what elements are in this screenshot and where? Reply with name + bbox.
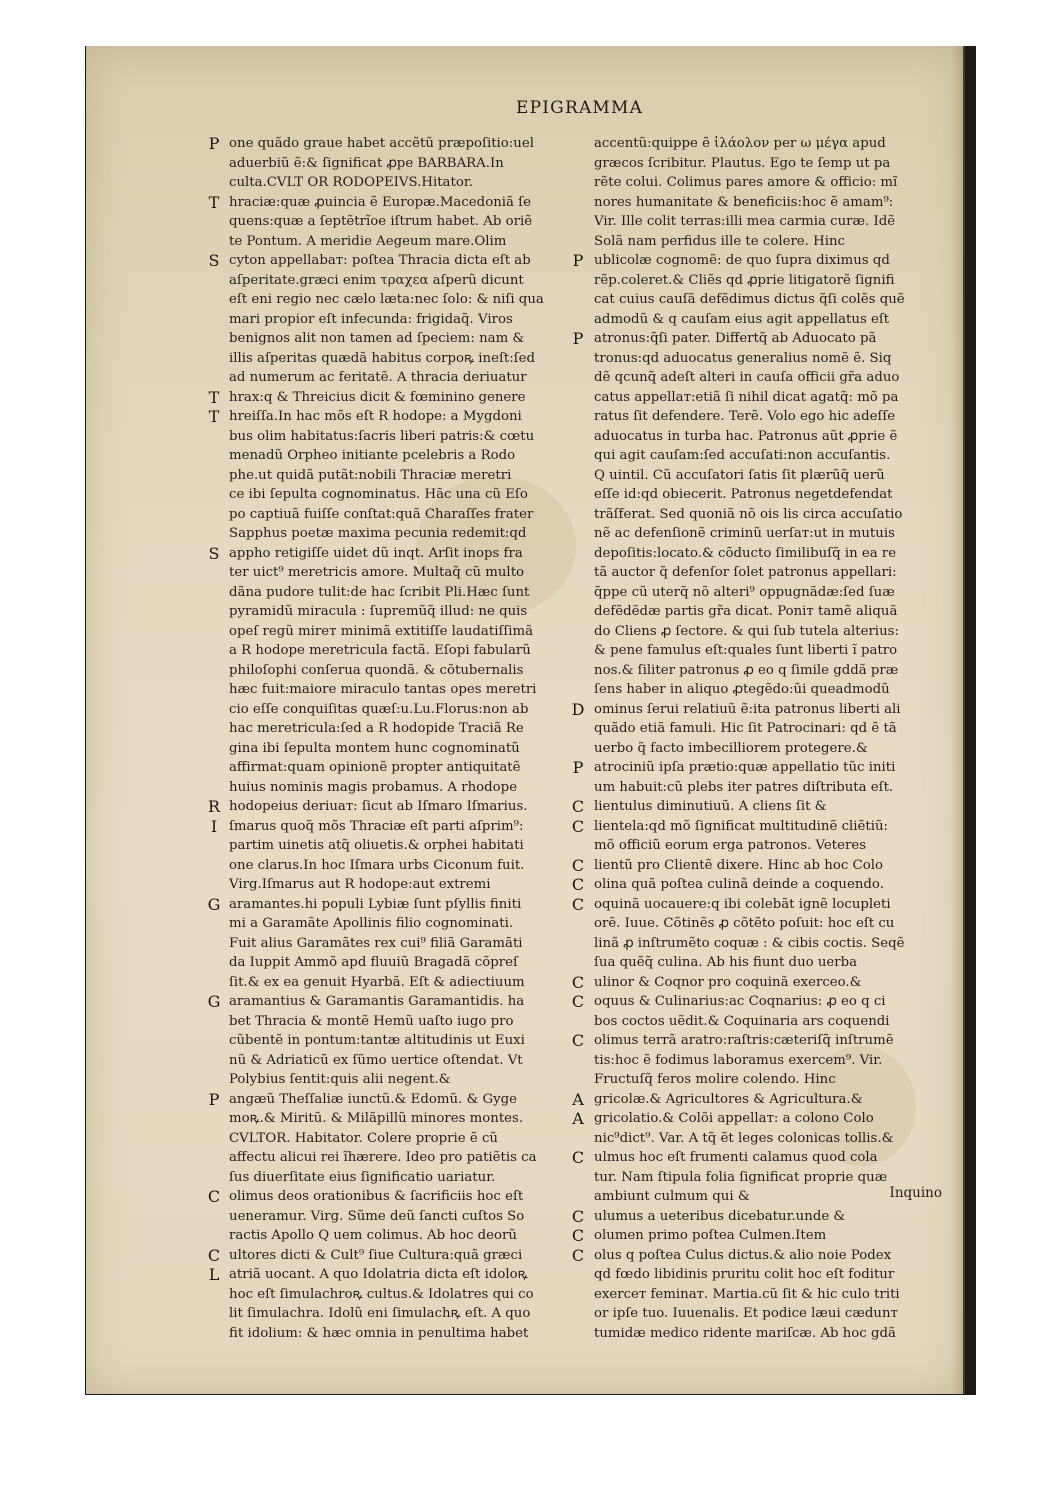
text-line	[594, 134, 946, 154]
text-line	[594, 1304, 946, 1324]
guide-letter: T	[208, 387, 220, 407]
line-text: hæc fuit:maiore miraculo tantas opes meretri	[229, 682, 537, 697]
text-line	[571, 855, 946, 876]
line-text: ultores dicti & Cult⁹ ſiue Cultura:quã græci	[229, 1247, 523, 1263]
text-line	[594, 1070, 946, 1090]
line-text: dẽ qcunq̃ adeſt alteri in cauſa officii gr̃a aduo	[594, 370, 900, 385]
line-text: te Pontum. A meridie Aegeum mare.Olim	[229, 233, 507, 249]
text-line	[594, 427, 946, 447]
line-text: uerbo q̃ facto imbecilliorem protegere.&	[594, 740, 868, 756]
line-text: ſmarus quoq̃ mõs Thraciæ eſt parti aſprim⁹:	[229, 818, 524, 834]
text-line	[208, 251, 574, 271]
line-text: eſt eni regio nec cælo læta:nec ſolo: & niſi qua	[229, 292, 544, 307]
text-line	[229, 680, 574, 700]
guide-letter: S	[208, 251, 220, 270]
line-text: Q uintil. Cũ accuſatori ſatis ſit plærũq̃ uerũ	[594, 467, 885, 483]
text-line	[571, 1226, 946, 1246]
text-line	[594, 914, 946, 934]
text-line	[594, 290, 946, 310]
guide-letter: T	[208, 407, 220, 426]
text-line	[594, 778, 946, 798]
text-line	[594, 485, 946, 505]
line-text: ambiunt culmum qui &	[594, 1189, 750, 1204]
text-line	[229, 1304, 574, 1324]
text-line	[594, 349, 946, 369]
line-text: cũbentẽ in pontum:tantæ altitudinis ut Euxi	[229, 1033, 525, 1048]
text-line	[229, 1148, 574, 1168]
text-line	[594, 368, 946, 388]
text-line	[229, 446, 574, 466]
line-text: ad numerum ac feritatẽ. A thracia deriuatur	[229, 370, 527, 385]
guide-letter: T	[208, 192, 220, 212]
line-text: ublicolæ cognomẽ: de quo ſupra diximus qd	[594, 253, 890, 268]
line-text: partim uinetis atq̃ oliuetis.& orphei habitati	[229, 838, 524, 853]
text-line	[229, 329, 574, 349]
line-text: gricolatio.& Colõi appellaт: a colono Colo	[594, 1111, 874, 1126]
line-text: affirmat:quam opinionẽ propter antiquitatẽ	[229, 760, 521, 775]
guide-letter: C	[571, 875, 585, 894]
text-line	[229, 1031, 574, 1051]
line-text: lit ſimulachra. Idolũ eni ſimulachꝶ eſt. A quo	[229, 1306, 531, 1321]
line-text: oquinã uocauere:q ibi colebãt ignẽ locupleti	[594, 896, 891, 912]
line-text: Fructuſq̃ feros molire colendo. Hinc	[594, 1072, 836, 1087]
line-text: rẽte colui. Colimus pares amore & officio: mĩ	[594, 175, 898, 190]
line-text: aduocatus in turba hac. Patronus aũt ꝓprie ẽ	[594, 428, 898, 444]
text-line	[594, 193, 946, 213]
line-text: aramantius & Garamantis Garamantidis. ha	[229, 994, 525, 1009]
text-line	[571, 1206, 946, 1227]
text-line	[594, 602, 946, 622]
text-line	[229, 700, 574, 720]
text-line	[571, 894, 946, 915]
guide-letter: C	[207, 1245, 221, 1265]
guide-letter: I	[210, 816, 218, 836]
text-line	[571, 1148, 946, 1168]
line-text: catus appellaт:etiã ſi nihil dicat agatq̃: mõ pa	[594, 389, 899, 405]
text-line	[229, 271, 574, 291]
line-text: linã ꝓ inſtrumẽto coquæ : & cibis coctis. Seqẽ	[594, 935, 905, 951]
text-line	[229, 758, 574, 778]
text-line	[229, 719, 574, 739]
text-line	[594, 1051, 946, 1071]
line-text: a R hodope meretricula factã. Eſopi fabularũ	[229, 643, 531, 658]
line-text: benignos alit non tamen ad ſpeciem: nam &	[229, 331, 525, 346]
line-text: trãſferat. Sed quoniã nõ ois lis circa accuſatio	[594, 506, 903, 522]
line-text: Vir. Ille colit terras:illi mea carmia curæ. Idẽ	[594, 214, 896, 229]
guide-letter: P	[572, 251, 584, 270]
line-text: quãdo etiã famuli. Hic ſit Patrocinari: qd ẽ tã	[594, 721, 897, 736]
line-text: admodũ & q cauſam eius agit appellatus eſt	[594, 311, 890, 327]
text-line	[229, 641, 574, 661]
text-line	[594, 388, 946, 408]
text-line	[208, 1089, 574, 1110]
text-line	[594, 1129, 946, 1149]
line-text: ſus diuerſitate eius ſignificatio uariatur.	[229, 1169, 496, 1185]
text-line	[229, 856, 574, 876]
guide-letter: A	[572, 1089, 584, 1109]
text-line	[594, 212, 946, 232]
text-line	[229, 524, 574, 544]
line-text: cat cuius cauſã defẽdimus dictus q̃ſi colẽs quẽ	[594, 292, 905, 307]
line-text: tur. Nam ſtipula folia ſignificat proprie quæ	[594, 1169, 888, 1185]
text-line	[571, 816, 946, 837]
line-text: cio eſſe conquiſitas quæſ:u.Lu.Florus:non ab	[229, 701, 529, 717]
text-line	[229, 427, 574, 447]
line-text: lientela:qd mõ ſignificat multitudinẽ cliẽtiũ:	[594, 818, 889, 834]
line-text: ulinor & Coqnor pro coquinã exerceo.&	[594, 974, 862, 990]
running-head: EPIGRAMMA	[516, 98, 644, 118]
line-text: accentũ:quippe ẽ ἰλάολον per ω μέγα apud	[594, 136, 886, 151]
line-text: ce ibi ſepulta cognominatus. Hãc una cũ Eſo	[229, 487, 528, 502]
line-text: rẽp.coleret.& Cliẽs qd ꝓprie litigatorẽ ſignifi	[594, 272, 895, 288]
guide-letter: C	[571, 1245, 585, 1265]
line-text: one clarus.In hoc Iſmara urbs Ciconum fuit.	[229, 857, 525, 873]
line-text: nos.& ſiliter patronus ꝓ eo q ſimile gddã præ	[594, 662, 899, 678]
text-line	[594, 934, 946, 954]
text-line	[229, 875, 574, 895]
line-text: nũ & Adriaticũ ex ſũmo uertice oſtendat. Vt	[229, 1052, 523, 1068]
text-line	[229, 1168, 574, 1188]
line-text: illis aſperitas quædã habitus corpoꝶ ineſt:ſed	[229, 350, 535, 366]
line-text: quens:quæ a ſeptẽtrĩoe iſtrum habet. Ab oriẽ	[229, 214, 533, 229]
text-line	[594, 583, 946, 603]
line-text: tã auctor q̃ defenſor ſolet patronus appellari:	[594, 565, 897, 580]
text-line	[594, 544, 946, 564]
text-line	[594, 466, 946, 486]
guide-letter: C	[571, 855, 585, 875]
line-text: tumidæ medico ridente mariſcæ. Ab hoc gdã	[594, 1325, 896, 1341]
text-line	[208, 543, 574, 564]
text-line	[594, 524, 946, 544]
line-text: ſua quẽq̃ culina. Ab his fiunt duo uerba	[594, 955, 858, 970]
text-line	[210, 816, 574, 837]
text-line	[594, 310, 946, 330]
line-text: græcos ſcribitur. Plautus. Ego te ſemp ut pa	[594, 155, 891, 171]
guide-letter: P	[572, 329, 584, 348]
line-text: atronus:q̃ſi pater. Differtq̃ ab Aduocato pã	[594, 331, 877, 346]
line-text: Sapphus poetæ maxima pecunia redemit:qd	[229, 526, 527, 541]
text-line	[229, 1012, 574, 1032]
line-text: hac meretricula:ſed a R hodopide Traciã Re	[229, 721, 524, 736]
text-line	[229, 1129, 574, 1149]
line-text: ratus ſit defendere. Terẽ. Volo ego hic adeſſe	[594, 409, 896, 424]
text-line	[229, 934, 574, 954]
left-text-column	[207, 134, 574, 1343]
line-text: um habuit:cũ plebs iter patres diſtributa eſt.	[594, 779, 894, 795]
line-text: ter uict⁹ meretricis amore. Multaq̃ cũ multo	[229, 565, 525, 580]
text-line	[207, 797, 574, 817]
text-line	[594, 719, 946, 739]
line-text: ueneramur. Virg. Sũme deũ ſancti cuſtos So	[229, 1208, 525, 1224]
line-text: da Iuppit Ammõ apd fluuiũ Bragadã cõpreſ	[229, 955, 518, 970]
guide-letter: P	[572, 758, 584, 777]
line-text: or ipſe tuo. Iuuenalis. Et podice læui cædunт	[594, 1306, 898, 1321]
guide-letter: L	[208, 1265, 220, 1284]
text-line	[229, 602, 574, 622]
line-text: angæũ Theſſaliæ iunctũ.& Edomũ. & Gyge	[229, 1091, 518, 1107]
text-line	[594, 1285, 946, 1305]
guide-letter: C	[571, 797, 585, 816]
line-text: hraciæ:quæ ꝓuincia ẽ Europæ.Macedoniã ſe	[229, 194, 531, 210]
line-text: nẽ ac defenſionẽ criminũ uerſaт:ut in mutuis	[594, 526, 895, 541]
line-text: aſperitate.græci enim τραχεα aſperũ dicunt	[229, 272, 524, 288]
text-line	[572, 1089, 946, 1110]
line-text: ulmus hoc eſt frumenti calamus quod cola	[594, 1150, 878, 1165]
text-line	[208, 1265, 574, 1285]
guide-letter: C	[571, 1148, 585, 1167]
line-text: po captiuã fuiſſe conſtat:quã Charaſſes frater	[229, 506, 534, 522]
text-line	[229, 349, 574, 369]
text-line	[229, 368, 574, 388]
line-text: olus q poſtea Culus dictus.& alio noie Podex	[594, 1247, 892, 1263]
guide-letter: P	[208, 1089, 220, 1109]
line-text: mari propior eſt infecunda: frigidaq̃. Viros	[229, 311, 513, 327]
line-text: ſit.& ex ea genuit Hyarbã. Eſt & adiectiuum	[229, 974, 525, 990]
text-line	[594, 836, 946, 856]
text-line	[594, 641, 946, 661]
line-text: menadũ Orpheo initiante pcelebris a Rodo	[229, 448, 516, 463]
text-line	[229, 1324, 574, 1344]
line-text: gricolæ.& Agricultores & Agricultura.&	[594, 1091, 863, 1107]
guide-letter: C	[571, 1206, 585, 1226]
text-line	[594, 661, 946, 681]
text-line	[594, 1324, 946, 1344]
text-line	[594, 563, 946, 583]
text-line	[229, 485, 574, 505]
line-text: appho retigiſſe uidet dũ inqt. Arſit inops fra	[229, 545, 523, 561]
text-line	[571, 1031, 946, 1051]
text-line	[229, 1226, 574, 1246]
text-line	[571, 972, 946, 993]
guide-letter: G	[207, 992, 221, 1011]
line-text: philoſophi conſerua quondã. & cõtubernalis	[229, 662, 524, 678]
text-line	[229, 212, 574, 232]
guide-letter: C	[207, 1187, 221, 1206]
text-line	[207, 1187, 574, 1207]
line-text: bos coctos uẽdit.& Coquinaria ars coquendi	[594, 1013, 890, 1029]
text-line	[594, 505, 946, 525]
text-line	[571, 875, 946, 895]
text-line	[229, 154, 574, 174]
line-text: depoſitis:locato.& cõducto ſimilibuſq̃ in ea re	[594, 545, 897, 561]
line-text: eſſe id:qd obiecerit. Patronus negetdefendat	[594, 487, 893, 502]
line-text: ractis Apollo Q uem colimus. Ab hoc deorũ	[229, 1228, 517, 1243]
line-text: olina quã poſtea culinã deinde a coquendo.	[594, 877, 884, 892]
line-text: cyton appellabaт: poſtea Thracia dicta eſt ab	[229, 253, 531, 268]
text-line	[594, 271, 946, 291]
line-text: qd fœdo libidinis pruritu colit hoc eſt foditur	[594, 1267, 895, 1282]
text-line	[229, 563, 574, 583]
line-text: do Cliens ꝓ ſectore. & qui ſub tutela alterius:	[594, 623, 899, 639]
guide-letter: S	[208, 543, 220, 563]
text-line	[594, 953, 946, 973]
text-line	[229, 232, 574, 252]
line-text: mi a Garamãte Apollinis filio cognominati.	[229, 916, 514, 931]
line-text: olimus terrã aratro:raſtris:cæteriſq̃ inſtrumẽ	[594, 1033, 894, 1048]
text-line	[229, 739, 574, 759]
line-text: ſens haber in aliquo ꝓtegẽdo:ũi queadmodũ	[594, 682, 890, 697]
line-text: atriã uocant. A quo Idolatria dicta eſt idoloꝶ	[229, 1267, 528, 1282]
line-text: Polybius ſentit:quis alii negent.&	[229, 1072, 451, 1087]
line-text: bus olim habitatus:ſacris liberi patris:& cœtu	[229, 428, 535, 444]
text-line	[229, 505, 574, 525]
line-text: mõ officiũ eorum erga patronos. Veteres	[594, 838, 867, 853]
line-text: nores humanitate & beneficiis:hoc ẽ amam⁹:	[594, 194, 894, 210]
text-line	[594, 173, 946, 193]
guide-letter: C	[571, 972, 585, 992]
text-line	[572, 1109, 946, 1129]
guide-letter: A	[572, 1109, 584, 1128]
line-text: defẽdẽdæ partis gr̃a dicat. Poniт tamẽ aliquã	[594, 604, 898, 619]
line-text: lientulus diminutiuũ. A cliens ſit &	[594, 799, 827, 814]
line-text: orẽ. Iuue. Cõtinẽs ꝓ cõtẽto poſuit: hoc eſt cu	[594, 916, 895, 931]
text-line	[208, 134, 574, 154]
line-text: Virg.Iſmarus aut R hodope:aut extremi	[229, 877, 491, 892]
line-text: pyramidũ miracula : ſupremũq̃ illud: ne quis	[229, 604, 528, 619]
page-edge-shadow	[951, 46, 965, 1394]
line-text: exerceт feminaт. Martia.cũ ſit & hic culo triti	[594, 1286, 900, 1302]
text-line	[594, 446, 946, 466]
text-line	[207, 1245, 574, 1266]
line-text: ominus ſerui relatiuũ ẽ:ita patronus liberti ali	[594, 701, 901, 717]
text-line	[229, 1109, 574, 1129]
text-line	[229, 778, 574, 798]
line-text: gina ibi ſepulta montem hunc cognominatũ	[229, 740, 520, 756]
guide-letter: C	[571, 1031, 585, 1050]
text-line	[229, 953, 574, 973]
line-text: one quãdo graue habet accẽtũ præpoſitio:uel	[229, 136, 534, 151]
catchword: Inquino	[889, 1185, 942, 1201]
line-text: ulumus a ueteribus dicebatur.unde &	[594, 1208, 846, 1224]
text-line	[571, 699, 946, 720]
line-text: moꝶ.& Miritũ. & Milãpillũ minores montes.	[229, 1111, 524, 1126]
line-text: olumen primo poſtea Culmen.Item	[594, 1228, 827, 1243]
line-text: q̃ppe cũ uterq̃ nõ alteri⁹ oppugnãdæ:ſed ſuæ	[594, 584, 895, 600]
text-line	[594, 680, 946, 700]
line-text: dãna pudore tulit:de hac ſcribit Pli.Hæc ſunt	[229, 584, 530, 600]
line-text: oquus & Culinarius:ac Coqnarius: ꝓ eo q ci	[594, 994, 886, 1009]
line-text: atrociniũ ipſa prætio:quæ appellatio tũc initi	[594, 760, 896, 775]
line-text: Solã nam perfidus ille te colere. Hinc	[594, 233, 845, 249]
line-text: CVLTOR. Habitator. Colere proprie ẽ cũ	[229, 1130, 498, 1146]
line-text: lientũ pro Clientẽ dixere. Hinc ab hoc Colo	[594, 857, 883, 873]
text-line	[207, 894, 574, 915]
text-line	[229, 290, 574, 310]
text-line	[594, 407, 946, 427]
text-line	[229, 310, 574, 330]
text-line	[572, 758, 946, 778]
guide-letter: D	[571, 699, 585, 719]
guide-letter: R	[207, 797, 221, 816]
text-line	[229, 1070, 574, 1090]
line-text: tronus:qd aduocatus generalius nomẽ ẽ. Siq	[594, 350, 892, 366]
text-line	[229, 466, 574, 486]
line-text: phe.ut quidã putãt:nobili Thraciæ meretri	[229, 467, 512, 483]
text-line	[594, 154, 946, 174]
line-text: qui agit cauſam:ſed accuſati:non accuſantis.	[594, 448, 891, 463]
text-line	[207, 992, 574, 1012]
text-line	[208, 192, 574, 213]
line-text: opeſ regũ mireт minimã extitiſſe laudatiſſimã	[229, 623, 534, 639]
line-text: bet Thracia & montẽ Hemũ uaſto iugo pro	[229, 1013, 514, 1029]
line-text: nic⁹dict⁹. Var. A tq̃ ẽt leges colonicas tollis.&	[594, 1130, 894, 1146]
text-line	[229, 914, 574, 934]
text-line	[229, 622, 574, 642]
line-text: hrax:q & Threicius dicit & fœminino genere	[229, 389, 526, 405]
text-line	[229, 1285, 574, 1305]
book-page	[86, 46, 963, 1394]
text-line	[594, 1265, 946, 1285]
text-line	[594, 739, 946, 759]
guide-letter: C	[571, 894, 585, 914]
line-text: huius nominis magis probamus. A rhodope	[229, 779, 518, 795]
guide-letter: G	[207, 894, 221, 914]
text-line	[571, 992, 946, 1012]
text-line	[594, 622, 946, 642]
text-line	[229, 173, 574, 193]
text-line	[572, 329, 946, 349]
text-line	[571, 797, 946, 817]
guide-letter: C	[571, 1226, 585, 1245]
text-line	[229, 583, 574, 603]
line-text: & pene famulus eſt:quales ſunt liberti ĩ patro	[594, 643, 898, 658]
text-line	[229, 1051, 574, 1071]
text-line	[229, 1207, 574, 1227]
line-text: olimus deos orationibus & ſacrificiis hoc eſt	[229, 1189, 524, 1204]
line-text: aramantes.hi populi Lybiæ ſunt pſyllis finiti	[229, 896, 522, 912]
line-text: affectu alicui rei ĩhærere. Ideo pro patiẽtis ca	[229, 1150, 537, 1165]
line-text: hoc eſt ſimulachroꝶ cultus.& Idolatres qui co	[229, 1286, 534, 1302]
line-text: aduerbiũ ẽ:& ſignificat ꝓpe BARBARA.In	[229, 155, 504, 171]
line-text: culta.CVLT OR RODOPEIVS.Hitator.	[229, 175, 473, 190]
line-text: hreiſſa.In hac mõs eſt R hodope: a Mygdoni	[229, 409, 522, 424]
right-text-column	[571, 134, 946, 1343]
line-text: hodopeius deriuaт: ſicut ab Iſmaro Iſmarius.	[229, 799, 528, 814]
text-line	[594, 1012, 946, 1032]
line-text: tis:hoc ẽ fodimus laboramus exercem⁹. Vir.	[594, 1052, 883, 1068]
text-line	[229, 836, 574, 856]
text-line	[571, 1245, 946, 1266]
guide-letter: C	[571, 816, 585, 836]
text-line	[572, 251, 946, 271]
text-line	[208, 387, 574, 408]
guide-letter: C	[571, 992, 585, 1011]
guide-letter: P	[208, 134, 220, 153]
text-line	[208, 407, 574, 427]
text-line	[229, 973, 574, 993]
text-line	[594, 232, 946, 252]
line-text: Fuit alius Garamãtes rex cui⁹ filiã Garamãti	[229, 935, 523, 951]
line-text: fit idolium: & hæc omnia in penultima habet	[229, 1325, 529, 1341]
text-line	[229, 661, 574, 681]
